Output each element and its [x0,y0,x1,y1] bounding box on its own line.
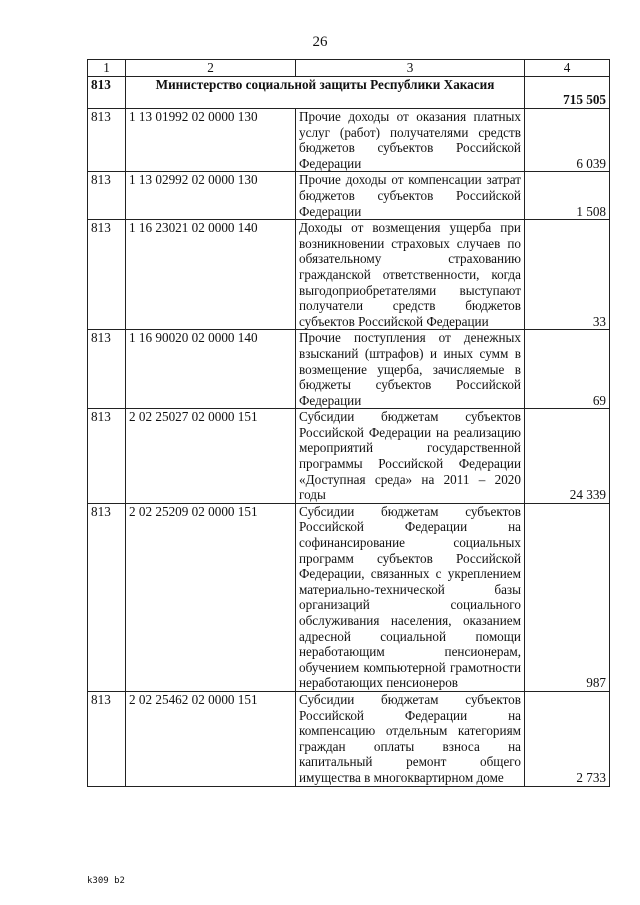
admin-code-cell: 813 [88,172,126,220]
page-number: 26 [312,34,328,50]
kbk-code-cell: 2 02 25027 02 0000 151 [126,409,296,504]
table-row [88,503,610,691]
admin-code-cell: 813 [88,409,126,504]
revenue-name-cell: Субсидии бюджетам субъектов Российской Федерации на софинансирование социальных программ субъектов Российской Федерации, связанных с укреплением материально-технической базы организаций социального обслуживания населения, оказанием адресной социальной помощи неработающим пенсионерам, обучением компьютерной грамотности неработающих пенсионеров [296,503,525,691]
column-number: 4 [525,60,610,77]
kbk-code-cell: 1 13 01992 02 0000 130 [126,109,296,172]
revenue-name-cell: Субсидии бюджетам субъектов Российской Федерации на компенсацию отдельным категориям граждан оплаты взноса на капитальный ремонт общего имущества в многоквартирном доме [296,691,525,786]
table-row [88,220,610,330]
table-row [88,109,610,172]
revenue-name-cell: Прочие поступления от денежных взысканий (штрафов) и иных сумм в возмещение ущерба, зачисляемые в бюджеты субъектов Российской Федерации [296,330,525,409]
admin-code-cell: 813 [88,503,126,691]
revenue-name-cell: Прочие доходы от оказания платных услуг (работ) получателями средств бюджетов субъектов Российской Федерации [296,109,525,172]
kbk-code-cell: 1 16 90020 02 0000 140 [126,330,296,409]
column-number: 1 [88,60,126,77]
kbk-code-cell: 2 02 25209 02 0000 151 [126,503,296,691]
kbk-code-cell: 2 02 25462 02 0000 151 [126,691,296,786]
column-number: 2 [126,60,296,77]
amount-cell: 33 [525,220,610,330]
admin-code-cell: 813 [88,330,126,409]
admin-code-cell: 813 [88,691,126,786]
admin-code-cell: 813 [88,220,126,330]
amount-cell: 1 508 [525,172,610,220]
revenue-name-cell: Доходы от возмещения ущерба при возникновении страховых случаев по обязательному страхованию гражданской ответственности, когда выгодоприобретателями выступают получатели средств бюджетов субъектов Российской Федерации [296,220,525,330]
amount-cell: 2 733 [525,691,610,786]
revenue-name-cell: Субсидии бюджетам субъектов Российской Федерации на реализацию мероприятий государственной программы Российской Федерации «Доступная среда» на 2011 – 2020 годы [296,409,525,504]
amount-cell: 24 339 [525,409,610,504]
ministry-row [88,77,610,109]
admin-code-cell: 813 [88,109,126,172]
column-number: 3 [296,60,525,77]
column-number-row [88,60,610,77]
kbk-code-cell: 1 16 23021 02 0000 140 [126,220,296,330]
ministry-name: Министерство социальной защиты Республики Хакасия [126,77,525,109]
table-row [88,691,610,786]
document-code: k309 b2 [87,876,125,886]
ministry-code: 813 [88,77,126,109]
table-row [88,330,610,409]
table-row [88,172,610,220]
revenue-name-cell: Прочие доходы от компенсации затрат бюджетов субъектов Российской Федерации [296,172,525,220]
amount-cell: 987 [525,503,610,691]
kbk-code-cell: 1 13 02992 02 0000 130 [126,172,296,220]
ministry-total: 715 505 [525,77,610,109]
revenue-table [87,59,610,787]
amount-cell: 6 039 [525,109,610,172]
table-row [88,409,610,504]
amount-cell: 69 [525,330,610,409]
